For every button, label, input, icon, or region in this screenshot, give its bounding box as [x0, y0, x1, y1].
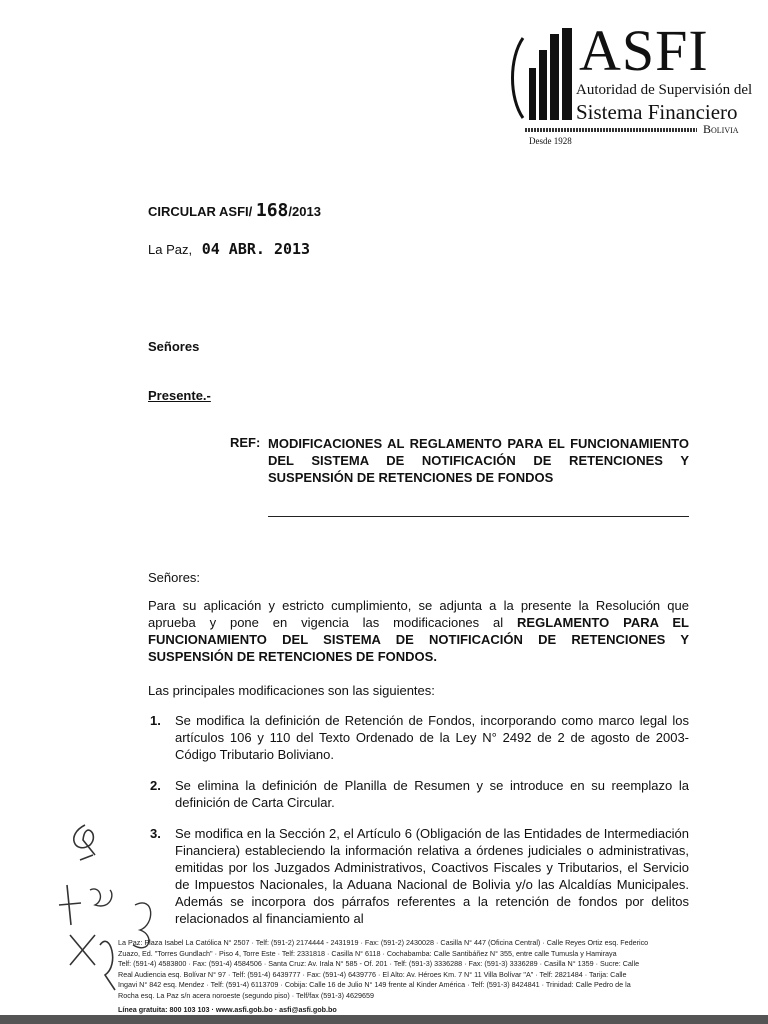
- circular-year: /2013: [288, 204, 321, 219]
- footer-line: Real Audiencia esq. Bolívar N° 97 · Telf: (591-4) 6439777 · Fax: (591-4) 6439776 · El Alto: Av. Héroes Km. 7 N° 11 Villa Bolívar "A" · Telf: 2821484 · Tarija: Calle: [118, 969, 627, 979]
- footer-line: Zuazo, Ed. "Torres Gundlach" · Piso 4, Torre Este · Telf: 2331818 · Casilla N° 6118 · Cochabamba: Calle Santibáñez N° 355, entre calle Tumusla y Hamiraya: [118, 948, 617, 958]
- footer-line: Telf: (591-4) 4583800 · Fax: (591-4) 4584506 · Santa Cruz: Av. Irala N° 585 - Of. 201 · Telf: (591-3) 3336288 · Fax: (591-3) 3336289 · Casilla N° 1359 · Sucre: Calle: [118, 959, 640, 968]
- circular-label: CIRCULAR ASFI/: [148, 204, 253, 219]
- list-item-text: Se elimina la definición de Planilla de Resumen y se introduce en su reemplazo la definición de Carta Circular.: [175, 778, 689, 810]
- ref-subject: MODIFICACIONES AL REGLAMENTO PARA EL FUNCIONAMIENTO DEL SISTEMA DE NOTIFICACIÓN DE RETENCIONES Y SUSPENSIÓN DE RETENCIONES DE FONDOS: [268, 436, 689, 485]
- list-item-number: 2.: [150, 778, 161, 793]
- footer-hotline: Línea gratuita: 800 103 103 · www.asfi.gob.bo · asfi@asfi.gob.bo: [118, 1005, 337, 1014]
- asfi-logo: [505, 18, 760, 148]
- logo-since: Desde 1928: [529, 136, 572, 146]
- body-paragraph-2: Las principales modificaciones son las siguientes:: [148, 683, 435, 698]
- greeting: Señores:: [148, 570, 201, 585]
- list-item-text: Se modifica en la Sección 2, el Artículo 6 (Obligación de las Entidades de Intermediación Financiera) estableciendo la información relativa a órdenes judiciales o administrativas, emitidas por los Juzgados Administrativos, Coactivos Fiscales y Tributarios, el Servicio de Impuestos Nacionales, la Aduana Nacional de Bolivia y/o las Alcaldías Municipales. Además se incorpora dos párrafos referentes a la retención de fondos por delitos relacionados al financiamiento al: [175, 826, 689, 926]
- circular-number-value: 168: [255, 200, 289, 221]
- para1-regulation-name: REGLAMENTO PARA EL FUNCIONAMIENTO DEL SISTEMA DE NOTIFICACIÓN DE RETENCIONES Y SUSPENSIÓN DE RETENCIONES DE FONDOS.: [148, 615, 689, 664]
- bottom-border: [0, 1015, 768, 1024]
- list-item: [150, 712, 689, 763]
- logo-org-line1: Autoridad de Supervisión del: [576, 82, 753, 98]
- logo-org-line2: Sistema Financiero: [576, 100, 738, 124]
- logo-country: Bolivia: [703, 122, 739, 136]
- footer-contact-info: [118, 938, 698, 1016]
- ref-label: REF:: [230, 435, 261, 450]
- list-item-number: 3.: [150, 826, 161, 841]
- presente: Presente.-: [148, 388, 211, 403]
- list-item: [150, 825, 689, 927]
- logo-divider: [525, 128, 697, 132]
- footer-line: Ingavi N° 842 esq. Mendez · Telf: (591-4) 6113709 · Cobija: Calle 16 de Julio N° 149 frente al Kinder América · Telf: (591-3) 8424841 · Trinidad: Calle Pedro de la: [118, 980, 631, 989]
- footer-line: La Paz: Plaza Isabel La Católica N° 2507 · Telf: (591-2) 2174444 - 2431919 · Fax: (591-2) 2430028 · Casilla N° 447 (Oficina Central) · Calle Reyes Ortiz esq. Federico: [118, 938, 649, 947]
- para1-text: Para su aplicación y estricto cumplimiento, se adjunta a la presente la Resolución que aprueba y pone en vigencia las modificaciones al: [148, 598, 689, 630]
- place: La Paz,: [148, 242, 193, 257]
- list-item-number: 1.: [150, 713, 161, 728]
- logo-bars-icon: [505, 28, 575, 123]
- place-date: [148, 240, 310, 258]
- logo-acronym: ASFI: [579, 18, 709, 83]
- list-item-text: Se modifica la definición de Retención de Fondos, incorporando como marco legal los artículos 106 y 110 del Texto Ordenado de la Ley N° 2492 de 2 de agosto de 2003- Código Tributario Boliviano.: [175, 713, 689, 762]
- date-stamp: 04 ABR. 2013: [201, 240, 311, 258]
- body-paragraph-1: [148, 597, 689, 665]
- salutation: Señores: [148, 339, 200, 354]
- ref-underline: [268, 516, 689, 517]
- circular-number: [148, 200, 321, 221]
- footer-line: Rocha esq. La Paz s/n acera noroeste (segundo piso) · Telf/fax (591-3) 4629659: [118, 990, 374, 1000]
- list-item: [150, 777, 689, 811]
